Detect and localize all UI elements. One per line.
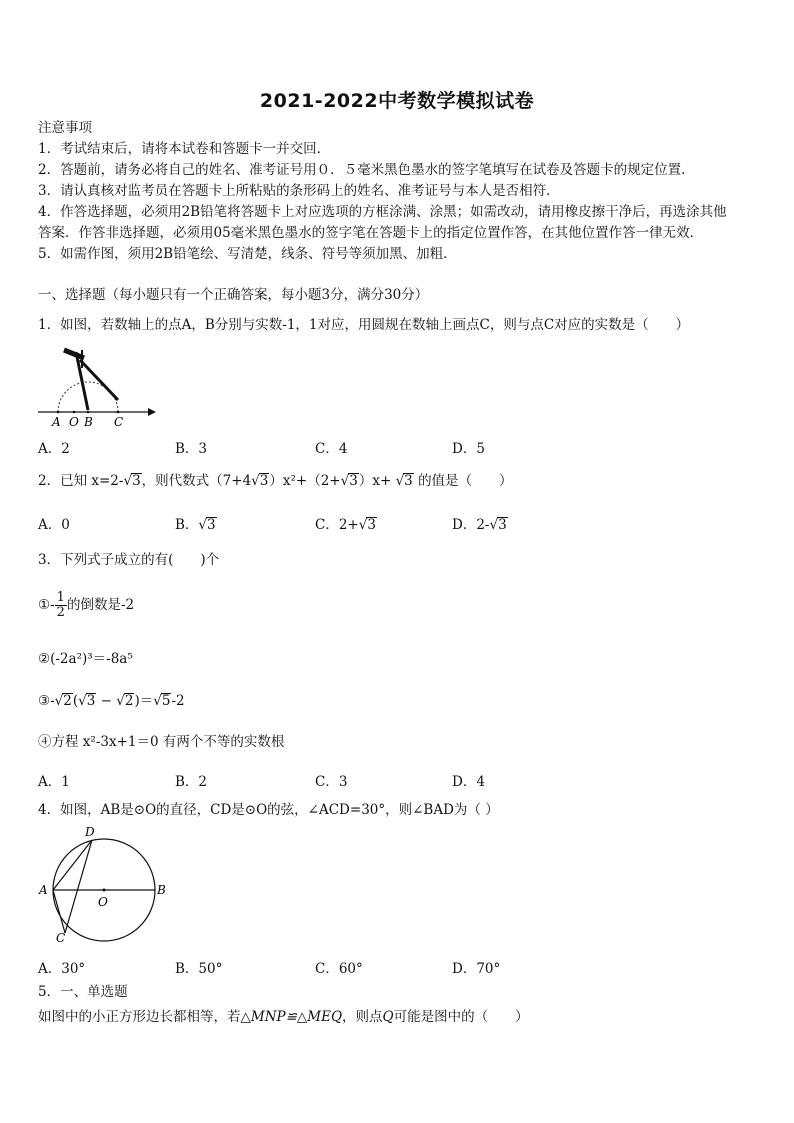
fraction	[55, 591, 67, 620]
q2-radicand-2: 3	[259, 473, 269, 489]
q2-stem-part-5: 的值是（ ）	[418, 473, 513, 489]
radicand: 3	[86, 693, 96, 709]
q4-option-a: A．30°	[38, 961, 86, 977]
q2-option-c-radicand: 3	[367, 517, 376, 533]
q1-option-b: B．3	[175, 441, 208, 457]
q4-label-c: C	[56, 931, 66, 945]
notice-item-4: 4．作答选择题，必须用2B铅笔将答题卡上对应选项的方框涂满、涂黑；如需改动，请用橡皮擦干净后，再选涂其他	[38, 204, 727, 220]
q4-figure-circle	[34, 822, 174, 946]
q3-item-3-part: -2	[171, 693, 185, 709]
q4-stem: 4．如图，AB是⊙O的直径，CD是⊙O的弦，∠ACD=30°，则∠BAD为（ ）	[38, 802, 499, 818]
q5-text-part: ，则点	[342, 1009, 383, 1025]
q3-item-3	[38, 692, 185, 710]
q4-label-b: B	[157, 883, 166, 897]
fraction-numerator: 1	[56, 590, 65, 605]
notice-item-1: 1．考试结束后，请将本试卷和答题卡一并交回．	[38, 141, 331, 157]
q2-option-b-label: B．	[175, 517, 199, 533]
notice-item-4-cont: 答案．作答非选择题，必须用05毫米黑色墨水的签字笔在答题卡上的指定位置作答，在其他位置作答一律无效．	[38, 225, 704, 241]
q3-item-1-suffix: 的倒数是-2	[66, 597, 135, 613]
q5-congruence: △MNP≌△MEQ	[240, 1009, 343, 1025]
q2-option-d-label: D．2-	[452, 517, 490, 533]
q1-label-a: A	[52, 415, 61, 429]
sqrt-symbol: √	[340, 473, 350, 489]
q3-option-a: A．1	[38, 774, 70, 790]
q4-label-d: D	[85, 825, 95, 839]
q2-option-b	[175, 513, 217, 533]
radicand: 2	[63, 693, 72, 709]
q3-item-1	[38, 590, 134, 620]
q3-option-d: D．4	[452, 774, 485, 790]
sqrt-symbol: √	[251, 473, 260, 489]
sqrt-symbol: √	[395, 473, 405, 489]
q5-text	[38, 1008, 529, 1026]
q4-option-d: D．70°	[452, 961, 501, 977]
q2-stem-part-2: ，则代数式（7+4	[141, 473, 252, 489]
section-heading: 一、选择题（每小题只有一个正确答案，每小题3分，满分30分）	[38, 287, 429, 303]
q3-item-3-part: −	[96, 693, 117, 709]
q1-option-d: D．5	[452, 441, 485, 457]
q2-radicand-3: 3	[349, 473, 358, 489]
q1-label-o: O	[69, 415, 79, 429]
q1-figure-compass-number-line	[36, 340, 160, 432]
q2-option-d-radicand: 3	[498, 517, 507, 533]
fraction-denominator: 2	[56, 605, 65, 620]
sqrt-symbol: √	[198, 517, 208, 533]
q1-option-a: A．2	[38, 441, 70, 457]
sqrt-symbol: √	[358, 517, 368, 533]
q2-option-c	[315, 513, 377, 533]
q4-label-a: A	[39, 883, 48, 897]
sqrt-symbol: √	[153, 693, 162, 709]
q2-radicand-4: 3	[404, 473, 413, 489]
notice-item-5: 5．如需作图，须用2B铅笔绘、写清楚，线条、符号等须加黑、加粗．	[38, 246, 457, 262]
q3-item-3-part: (	[72, 693, 79, 709]
q2-option-d	[452, 513, 508, 533]
q1-label-b: B	[84, 415, 93, 429]
notice-item-2: 2．答题前，请务必将自己的姓名、准考证号用０．５毫米黑色墨水的签字笔填写在试卷及答题卡的规定位置．	[38, 162, 695, 178]
q3-item-3-part: ③-	[38, 693, 55, 709]
q3-item-1-prefix: ①-	[38, 597, 55, 613]
sqrt-symbol: √	[123, 473, 133, 489]
q3-item-4: ④方程 x²-3x+1＝0 有两个不等的实数根	[38, 734, 285, 750]
q4-option-c: C．60°	[315, 961, 363, 977]
q1-option-c: C．4	[315, 441, 348, 457]
q3-option-b: B．2	[175, 774, 208, 790]
q2-option-b-radicand: 3	[207, 517, 216, 533]
q3-item-2: ②(-2a²)³＝-8a⁵	[38, 651, 133, 667]
page-title: 2021-2022中考数学模拟试卷	[259, 90, 535, 112]
q2-stem	[38, 472, 513, 490]
q5-point-q: Q	[382, 1009, 394, 1025]
q5-text-part: 如图中的小正方形边长都相等，若	[38, 1009, 241, 1025]
radicand: 2	[124, 693, 134, 709]
q2-stem-part-4: ）x+	[358, 473, 392, 489]
q1-label-c: C	[114, 415, 124, 429]
q2-option-a: A．0	[38, 517, 70, 533]
sqrt-symbol: √	[78, 693, 87, 709]
q2-option-c-label: C．2+	[315, 517, 359, 533]
sqrt-symbol: √	[116, 693, 125, 709]
q3-option-c: C．3	[315, 774, 348, 790]
q4-option-b: B．50°	[175, 961, 223, 977]
notice-item-3: 3．请认真核对监考员在答题卡上所粘贴的条形码上的姓名、准考证号与本人是否相符．	[38, 183, 560, 199]
q2-stem-part-3: ）x²+（2+	[269, 473, 341, 489]
notice-heading: 注意事项	[38, 120, 92, 136]
q5-stem: 5．一、单选题	[38, 984, 128, 1000]
q4-label-o: O	[98, 895, 108, 909]
q3-stem: 3．下列式子成立的有( )个	[38, 552, 220, 568]
sqrt-symbol: √	[54, 693, 64, 709]
q3-item-3-part: )＝	[134, 693, 154, 709]
radicand: 5	[161, 693, 171, 709]
q2-stem-part-1: 2．已知 x=2-	[38, 473, 124, 489]
sqrt-symbol: √	[489, 517, 499, 533]
q5-text-part: 可能是图中的（ ）	[393, 1009, 529, 1025]
q1-stem: 1．如图，若数轴上的点A，B分别与实数-1，1对应，用圆规在数轴上画点C，则与点C对应的实数是（ ）	[38, 317, 690, 333]
q2-radicand-1: 3	[132, 473, 141, 489]
